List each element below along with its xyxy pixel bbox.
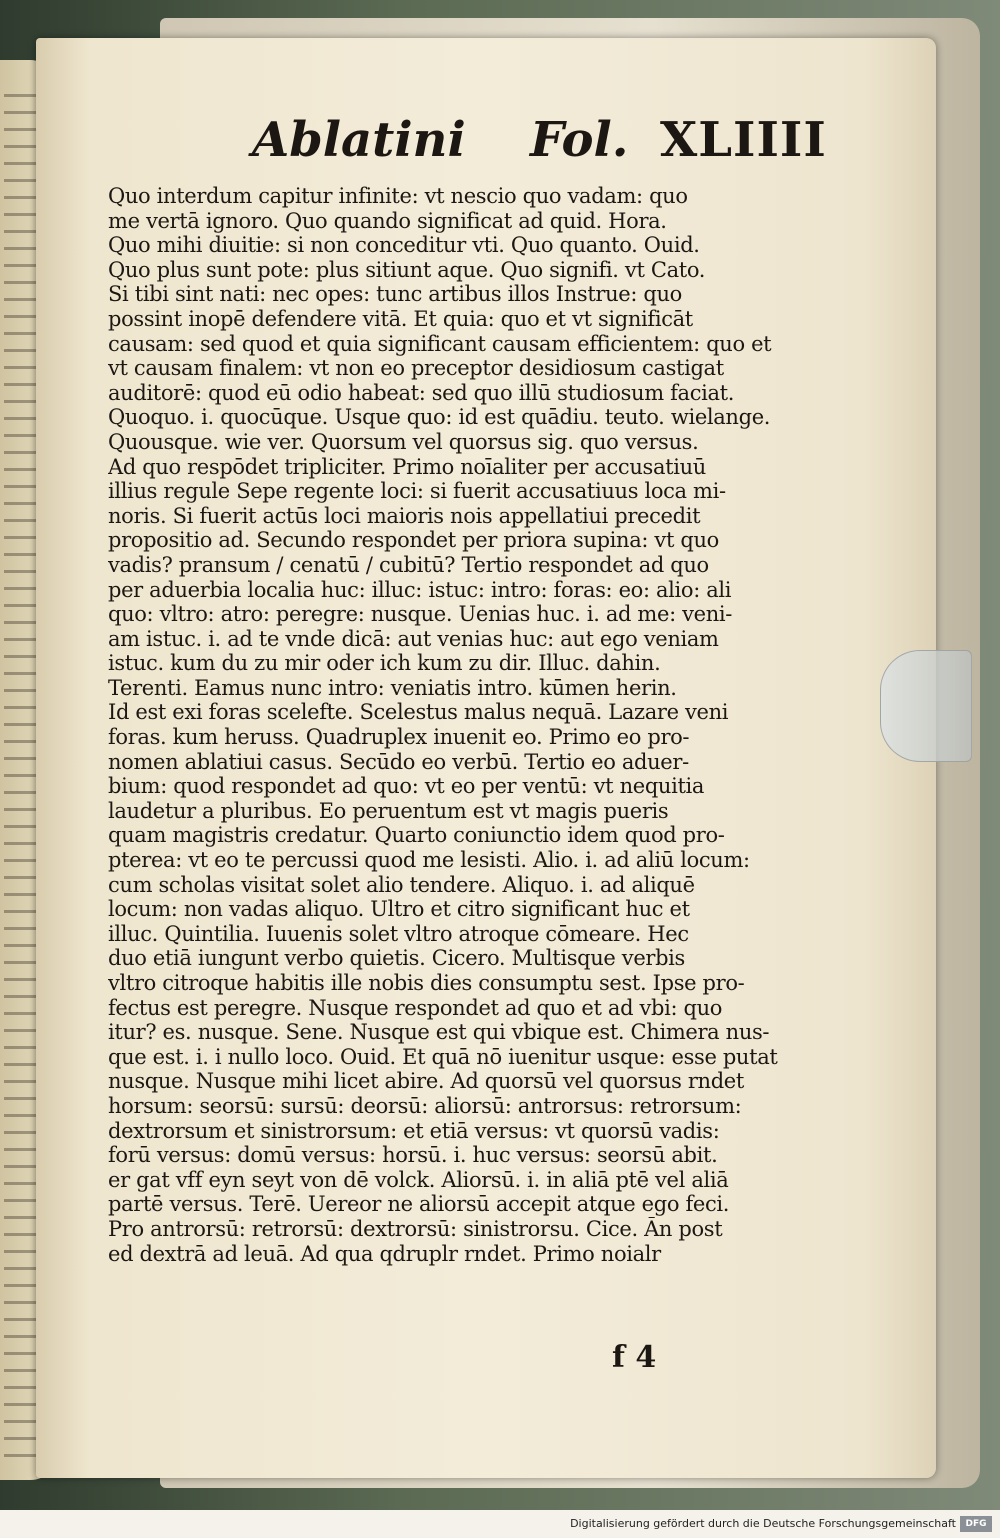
text-line: forū versus: domū versus: horsū. i. huc versus: seorsū abit. [108, 1143, 718, 1168]
running-header [240, 112, 827, 172]
funding-credit: Digitalisierung gefördert durch die Deutsche Forschungsgemeinschaft [570, 1517, 956, 1530]
text-line: Id est exi foras scelefte. Scelestus malus nequā. Lazare veni [108, 700, 729, 725]
text-line: propositio ad. Secundo respondet per priora supina: vt quo [108, 528, 719, 553]
text-line: possint inopē defendere vitā. Et quia: quo et vt significāt [108, 306, 693, 331]
text-line: Si tibi sint nati: nec opes: tunc artibus illos Instrue: quo [108, 282, 682, 307]
text-line: quo: vltro: atro: peregre: nusque. Uenias huc. i. ad me: veni- [108, 602, 732, 627]
text-line: me vertā ignoro. Quo quando significat ad quid. Hora. [108, 208, 667, 233]
text-line: pterea: vt eo te percussi quod me lesisti. Alio. i. ad aliū locum: [108, 848, 750, 873]
text-line: laudetur a pluribus. Eo peruentum est vt magis pueris [108, 798, 669, 823]
text-line: illius regule Sepe regente loci: si fuerit accusatiuus loca mi- [108, 479, 726, 504]
text-line: Quo mihi diuitie: si non conceditur vti. Quo quanto. Ouid. [108, 233, 700, 258]
text-line: locum: non vadas aliquo. Ultro et citro significant huc et [108, 897, 690, 922]
footer-bar [0, 1510, 1000, 1538]
signature-mark: f 4 [612, 1340, 657, 1375]
text-line: vt causam finalem: vt non eo preceptor desidiosum castigat [108, 356, 724, 381]
text-line: Quoquo. i. quocūque. Usque quo: id est quādiu. teuto. wielange. [108, 405, 771, 430]
text-line: quam magistris credatur. Quarto coniunctio idem quod pro- [108, 823, 725, 848]
text-line: Quousque. wie ver. Quorsum vel quorsus sig. quo versus. [108, 429, 699, 454]
text-line: itur? es. nusque. Sene. Nusque est qui vbique est. Chimera nus- [108, 1020, 770, 1045]
text-line: Quo interdum capitur infinite: vt nescio quo vadam: quo [108, 184, 688, 208]
text-line: foras. kum heruss. Quadruplex inuenit eo. Primo eo pro- [108, 725, 690, 750]
text-line: am istuc. i. ad te vnde dicā: aut venias huc: aut ego veniam [108, 626, 719, 651]
text-line: que est. i. i nullo loco. Ouid. Et quā nō iuenitur usque: esse putat [108, 1044, 778, 1069]
text-line: Terenti. Eamus nunc intro: veniatis intro. kūmen herin. [108, 675, 677, 700]
text-line: ed dextrā ad leuā. Ad qua qdruplr rndet. Primo noialr [108, 1241, 661, 1266]
text-line: duo etiā iungunt verbo quietis. Cicero. Multisque verbis [108, 946, 685, 971]
text-line: horsum: seorsū: sursū: deorsū: aliorsū: antrorsus: retrorsum: [108, 1093, 742, 1118]
text-line: Ad quo respōdet tripliciter. Primo noīaliter per accusatiuū [108, 454, 706, 479]
text-line: fectus est peregre. Nusque respondet ad quo et ad vbi: quo [108, 995, 723, 1020]
text-line: Pro antrorsū: retrorsū: dextrorsū: sinistrorsu. Cice. Ān post [108, 1216, 723, 1241]
page-clip [880, 650, 972, 762]
text-line: vltro citroque habitis ille nobis dies consumptu sest. Ipse pro- [108, 971, 745, 995]
text-line: bium: quod respondet ad quo: vt eo per ventū: vt nequitia [108, 774, 705, 799]
text-line: partē versus. Terē. Uereor ne aliorsū accepit atque ego feci. [108, 1192, 730, 1217]
text-line: istuc. kum du zu mir oder ich kum zu dir. Illuc. dahin. [108, 651, 661, 676]
text-line: nomen ablatiui casus. Secūdo eo verbū. Tertio eo aduer- [108, 749, 689, 774]
text-line: per aduerbia localia huc: illuc: istuc: intro: foras: eo: alio: ali [108, 577, 732, 602]
text-line: causam: sed quod et quia significant causam efficientem: quo et [108, 331, 772, 356]
text-line: er gat vff eyn seyt von dē volck. Aliorsū. i. in aliā ptē vel aliā [108, 1167, 729, 1192]
header-section-title: Ablatini [252, 112, 466, 168]
header-folio-number: XLIIII [660, 112, 827, 168]
text-line: illuc. Quintilia. Iuuenis solet vltro atroque cōmeare. Hec [108, 921, 689, 946]
text-line: auditorē: quod eū odio habeat: sed quo illū studiosum faciat. [108, 380, 735, 405]
text-line: cum scholas visitat solet alio tendere. Aliquo. i. ad aliquē [108, 872, 695, 897]
text-line: vadis? pransum / cenatū / cubitū? Tertio respondet ad quo [108, 552, 709, 577]
text-line: Quo plus sunt pote: plus sitiunt aque. Quo signifi. vt Cato. [108, 257, 706, 282]
text-line: dextrorsum et sinistrorsum: et etiā versus: vt quorsū vadis: [108, 1118, 720, 1143]
dfg-logo: DFG [960, 1516, 992, 1532]
body-text-block [108, 184, 798, 1266]
text-line: nusque. Nusque mihi licet abire. Ad quorsū vel quorsus rndet [108, 1069, 744, 1094]
header-folio-label: Fol. [530, 112, 629, 168]
text-line: noris. Si fuerit actūs loci maioris nois appellatiui precedit [108, 503, 701, 528]
